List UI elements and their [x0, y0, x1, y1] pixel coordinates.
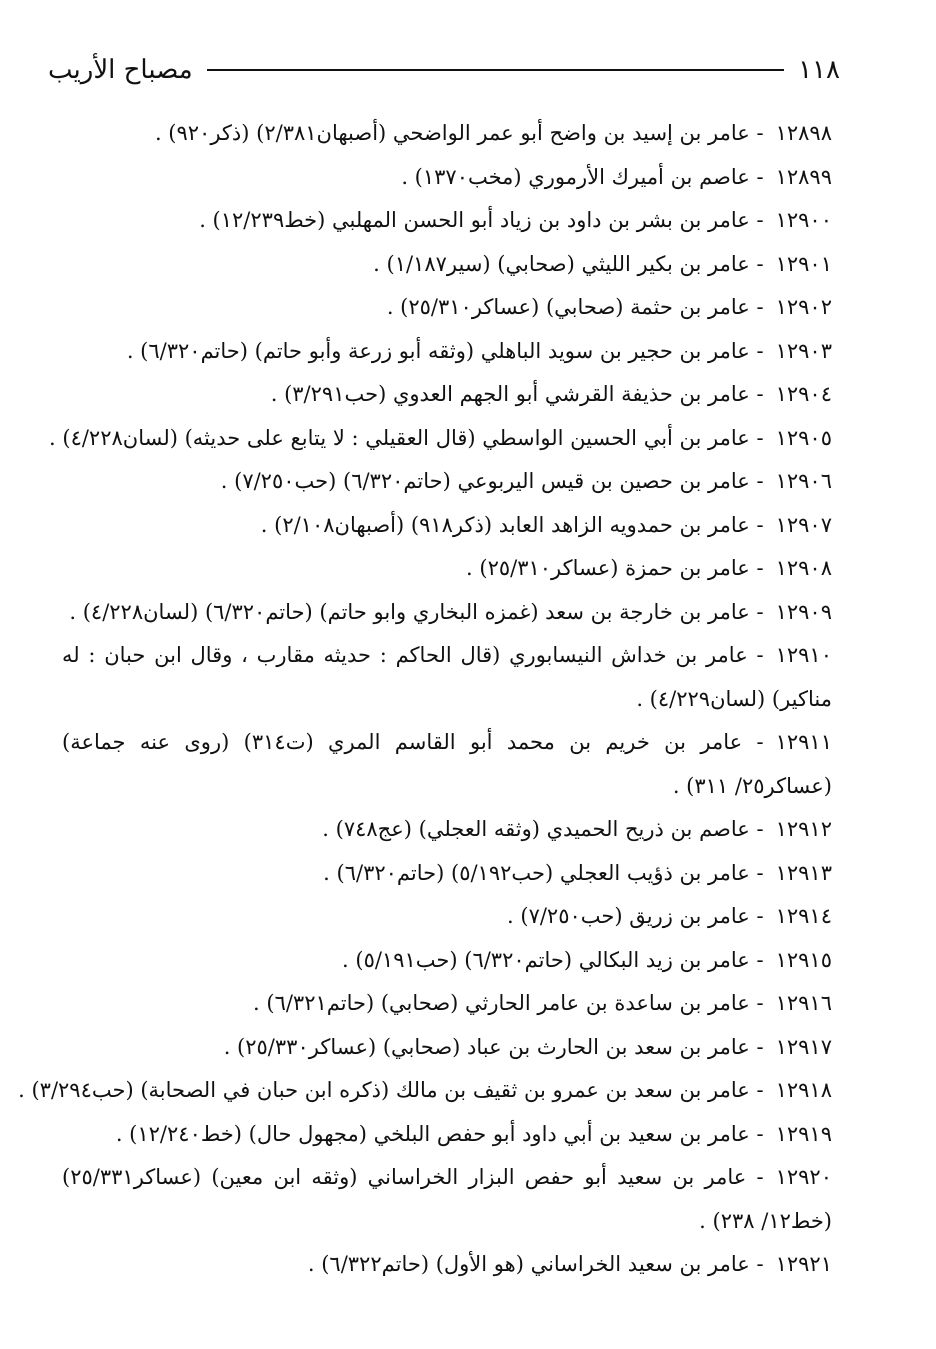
list-item: [0, 243, 936, 287]
list-item: [0, 721, 936, 808]
entry-number: ١٢٩١٥: [775, 947, 832, 972]
entry-text: - عامر بن سعد بن عمرو بن ثقيف بن مالك (ذكره ابن حبان في الصحابة) (حب٣/٢٩٤) .: [18, 1078, 764, 1102]
entry-number: ١٢٩٢٠: [775, 1165, 832, 1189]
list-item: [0, 939, 936, 983]
entry-number: ١٢٩١١: [775, 730, 832, 754]
entry-number: ١٢٩٠٧: [775, 512, 832, 537]
list-item: [0, 1026, 936, 1070]
entry-text: - عامر بن بكير الليثي (صحابي) (سير١/١٨٧) .: [373, 251, 764, 276]
entry-text: - عامر بن حجير بن سويد الباهلي (وثقه أبو زرعة وأبو حاتم) (حاتم٦/٣٢٠) .: [126, 338, 764, 363]
entry-text: - عامر بن ذؤيب العجلي (حب٥/١٩٢) (حاتم٦/٣٢٠) .: [323, 860, 764, 885]
entry-text: - عامر بن أبي الحسين الواسطي (قال العقيلي : لا يتابع على حديثه) (لسان٤/٢٢٨) .: [49, 425, 764, 450]
entry-text: - عامر بن سعيد أبو حفص البزار الخراساني (وثقه ابن معين) (عساكر٢٥/٣٣١) (خط١٢/ ٢٣٨) .: [62, 1165, 832, 1233]
entry-text: - عامر بن ساعدة بن عامر الحارثي (صحابي) (حاتم٦/٣٢١) .: [253, 991, 764, 1015]
entry-number: ١٢٩١٣: [775, 860, 832, 885]
entry-text: - عامر بن حثمة (صحابي) (عساكر٢٥/٣١٠) .: [386, 295, 764, 319]
entry-text: - عامر بن سعيد بن أبي داود أبو حفص البلخي (مجهول حال) (خط١٢/٢٤٠) .: [115, 1121, 764, 1146]
entry-number: ١٢٩١٤: [775, 904, 832, 928]
list-item: [0, 808, 936, 852]
entry-text: - عامر بن بشر بن داود بن زياد أبو الحسن المهلبي (خط١٢/٢٣٩) .: [199, 208, 764, 232]
list-item: [0, 547, 936, 591]
entry-number: ١٢٨٩٩: [775, 164, 832, 189]
running-header: [48, 50, 840, 90]
entry-text: - عامر بن حمزة (عساكر٢٥/٣١٠) .: [466, 556, 764, 580]
entry-text: - عاصم بن أميرك الأرموري (مخب١٣٧٠) .: [401, 164, 764, 189]
entry-text: - عامر بن إسيد بن واضح أبو عمر الواضحي (أصبهان٢/٣٨١) (ذكر٩٢٠) .: [154, 121, 764, 145]
entry-number: ١٢٩١٠: [775, 643, 832, 667]
list-item: [0, 199, 936, 243]
list-item: [0, 112, 936, 156]
entry-number: ١٢٨٩٨: [775, 121, 832, 145]
book-title: مصباح الأريب: [48, 55, 193, 85]
entry-number: ١٢٩٠٢: [775, 295, 832, 319]
entry-number: ١٢٩١٩: [775, 1121, 832, 1146]
entry-number: ١٢٩٠١: [775, 251, 832, 276]
entry-number: ١٢٩١٨: [775, 1078, 832, 1102]
entry-number: ١٢٩٠٨: [775, 556, 832, 580]
list-item: [0, 591, 936, 635]
entry-text: - عامر بن خداش النيسابوري (قال الحاكم : حديثه مقارب ، وقال ابن حبان : له مناكير) (لسان٤/٢٢٩) .: [62, 643, 832, 711]
entry-number: ١٢٩٠٤: [775, 382, 832, 406]
list-item: [0, 1069, 936, 1113]
list-item: [0, 460, 936, 504]
entry-number: ١٢٩٠٣: [775, 338, 832, 363]
list-item: [0, 982, 936, 1026]
list-item: [0, 373, 936, 417]
entry-list: [0, 112, 936, 1287]
list-item: [0, 1156, 936, 1243]
list-item: [0, 504, 936, 548]
entry-number: ١٢٩٠٥: [775, 425, 832, 450]
entry-text: - عامر بن زريق (حب٧/٢٥٠) .: [507, 904, 764, 928]
entry-number: ١٢٩١٢: [775, 817, 832, 841]
list-item: [0, 852, 936, 896]
entry-text: - عامر بن حصين بن قيس اليربوعي (حاتم٦/٣٢٠) (حب٧/٢٥٠) .: [220, 469, 764, 493]
entry-number: ١٢٩٠٦: [775, 469, 832, 493]
list-item: [0, 330, 936, 374]
entry-number: ١٢٩١٦: [775, 991, 832, 1015]
entry-text: - عامر بن حذيفة القرشي أبو الجهم العدوي (حب٣/٢٩١) .: [270, 382, 764, 406]
page-number: ١١٨: [798, 55, 840, 85]
list-item: [0, 895, 936, 939]
entry-text: - عامر بن سعيد الخراساني (هو الأول) (حاتم٦/٣٢٢) .: [307, 1252, 764, 1276]
entry-text: - عامر بن خارجة بن سعد (غمزه البخاري وابو حاتم) (حاتم٦/٣٢٠) (لسان٤/٢٢٨) .: [69, 599, 764, 624]
entry-number: ١٢٩٠٠: [775, 208, 832, 232]
entry-text: - عامر بن سعد بن الحارث بن عباد (صحابي) (عساكر٢٥/٣٣٠) .: [223, 1034, 764, 1059]
entry-number: ١٢٩٢١: [775, 1252, 832, 1276]
entry-number: ١٢٩١٧: [775, 1034, 832, 1059]
list-item: [0, 417, 936, 461]
list-item: [0, 156, 936, 200]
list-item: [0, 1243, 936, 1287]
entry-text: - عامر بن زيد البكالي (حاتم٦/٣٢٠) (حب٥/١٩١) .: [342, 947, 764, 972]
entry-text: - عامر بن حمدويه الزاهد العابد (ذكر٩١٨) (أصبهان٢/١٠٨) .: [260, 512, 764, 537]
entry-text: - عامر بن خريم بن محمد أبو القاسم المري (ت٣١٤) (روى عنه جماعة) (عساكر٢٥/ ٣١١) .: [62, 730, 832, 798]
list-item: [0, 1113, 936, 1157]
list-item: [0, 634, 936, 721]
list-item: [0, 286, 936, 330]
entry-number: ١٢٩٠٩: [775, 599, 832, 624]
header-rule: [207, 69, 784, 71]
entry-text: - عاصم بن ذريح الحميدي (وثقه العجلي) (عج٧٤٨) .: [322, 817, 764, 841]
